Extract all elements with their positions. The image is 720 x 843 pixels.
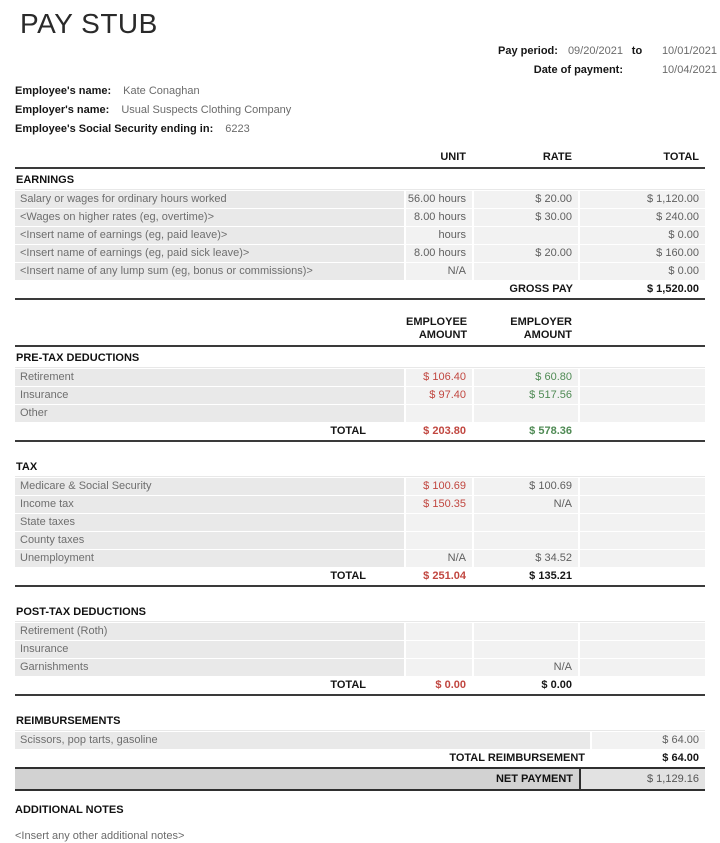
table-cell: Retirement (Roth) (15, 623, 404, 640)
pay-period-start: 09/20/2021 (567, 45, 623, 57)
spacer (580, 677, 705, 693)
table-cell: Other (15, 405, 404, 422)
earnings-rows (15, 191, 705, 280)
spacer (623, 61, 651, 80)
table-cell (580, 369, 705, 386)
pretax-total-label: TOTAL (15, 423, 404, 439)
table-cell: $ 20.00 (474, 191, 578, 208)
table-row (15, 405, 705, 422)
table-cell (406, 623, 472, 640)
spacer (15, 281, 404, 297)
gross-pay-value: $ 1,520.00 (580, 281, 705, 297)
tax-section-label: TAX (15, 458, 705, 477)
spacer (580, 316, 705, 342)
table-cell (406, 641, 472, 658)
employer-name-label: Employer's name: (15, 104, 110, 116)
divider (15, 167, 705, 169)
date-of-payment-value: 10/04/2021 (661, 64, 717, 76)
table-cell: Medicare & Social Security (15, 478, 404, 495)
reimbursements-table (15, 712, 705, 791)
column-header-text: EMPLOYEE AMOUNT (406, 316, 468, 341)
table-cell: County taxes (15, 532, 404, 549)
spacer (15, 151, 404, 164)
earnings-header-row (15, 151, 705, 167)
table-cell (580, 641, 705, 658)
table-cell: <Insert name of any lump sum (eg, bonus or commissions)> (15, 263, 404, 280)
table-cell (406, 514, 472, 531)
table-cell: $ 0.00 (580, 263, 705, 280)
employee-name-row (15, 82, 705, 101)
table-cell: $ 160.00 (580, 245, 705, 262)
table-cell (580, 550, 705, 567)
ssn-value: 6223 (225, 123, 250, 135)
spacer (580, 423, 705, 439)
pretax-total-employer: $ 578.36 (474, 423, 578, 439)
employee-name-label: Employee's name: (15, 85, 112, 97)
ssn-label: Employee's Social Security ending in: (15, 123, 214, 135)
date-of-payment-label: Date of payment: (533, 64, 623, 76)
table-row (15, 387, 705, 404)
divider (15, 298, 705, 300)
table-cell (406, 532, 472, 549)
table-cell: $ 60.80 (474, 369, 578, 386)
table-row (15, 478, 705, 495)
column-header-employer-amount (474, 316, 578, 342)
tax-rows (15, 478, 705, 567)
table-row (15, 659, 705, 676)
table-cell (474, 263, 578, 280)
employer-name-value: Usual Suspects Clothing Company (121, 104, 292, 116)
tax-total-employer: $ 135.21 (474, 568, 578, 584)
table-cell: Insurance (15, 387, 404, 404)
table-cell (580, 532, 705, 549)
reimbursements-rows (15, 732, 705, 749)
table-cell: $ 97.40 (406, 387, 472, 404)
divider (15, 585, 705, 587)
table-cell: Garnishments (15, 659, 404, 676)
pretax-section-label: PRE-TAX DEDUCTIONS (15, 349, 705, 368)
column-header-employee-amount (406, 316, 472, 342)
posttax-rows (15, 623, 705, 676)
pay-period-label: Pay period: (498, 45, 558, 57)
table-cell: State taxes (15, 514, 404, 531)
table-cell: <Wages on higher rates (eg, overtime)> (15, 209, 404, 226)
table-cell: $ 64.00 (592, 732, 705, 749)
table-cell: Salary or wages for ordinary hours worked (15, 191, 404, 208)
table-cell: Scissors, pop tarts, gasoline (15, 732, 590, 749)
table-cell: $ 240.00 (580, 209, 705, 226)
additional-notes-section (15, 803, 705, 843)
table-cell: 8.00 hours (406, 245, 472, 262)
table-row (15, 532, 705, 549)
employer-name-row (15, 101, 705, 120)
table-cell (580, 478, 705, 495)
table-cell (474, 514, 578, 531)
table-row (15, 514, 705, 531)
table-cell: hours (406, 227, 472, 244)
table-cell: $ 517.56 (474, 387, 578, 404)
posttax-total-row (15, 677, 705, 693)
total-reimbursement-label: TOTAL REIMBURSEMENT (15, 750, 590, 766)
table-row (15, 263, 705, 280)
table-cell (406, 659, 472, 676)
table-cell: N/A (406, 550, 472, 567)
table-cell: $ 20.00 (474, 245, 578, 262)
column-header-total: TOTAL (663, 151, 699, 163)
table-cell: $ 106.40 (406, 369, 472, 386)
additional-notes-text: <Insert any other additional notes> (15, 830, 185, 842)
table-cell: Insurance (15, 641, 404, 658)
table-row (15, 641, 705, 658)
net-payment-value: $ 1,129.16 (581, 769, 705, 789)
column-header-unit: UNIT (440, 151, 466, 163)
table-cell: $ 100.69 (474, 478, 578, 495)
table-cell (580, 514, 705, 531)
posttax-section-label: POST-TAX DEDUCTIONS (15, 603, 705, 622)
column-header-text: EMPLOYER AMOUNT (510, 316, 572, 341)
column-header-rate: RATE (542, 151, 572, 163)
net-payment-row (15, 767, 705, 791)
net-payment-label: NET PAYMENT (15, 769, 579, 789)
posttax-deductions-table (15, 603, 705, 696)
table-cell (474, 405, 578, 422)
table-cell: Unemployment (15, 550, 404, 567)
table-cell: Income tax (15, 496, 404, 513)
earnings-section-label: EARNINGS (15, 171, 705, 190)
table-cell (580, 659, 705, 676)
table-cell: $ 1,120.00 (580, 191, 705, 208)
total-reimbursement-row (15, 750, 705, 766)
table-row (15, 245, 705, 262)
to-label: to (631, 45, 643, 57)
employee-name-value: Kate Conaghan (123, 85, 200, 97)
pay-period-row (498, 42, 623, 61)
total-reimbursement-value: $ 64.00 (592, 750, 705, 766)
table-cell: <Insert name of earnings (eg, paid sick leave)> (15, 245, 404, 262)
pretax-rows (15, 369, 705, 422)
table-cell: $ 100.69 (406, 478, 472, 495)
table-row (15, 227, 705, 244)
posttax-total-employer: $ 0.00 (474, 677, 578, 693)
table-cell (580, 387, 705, 404)
table-cell: 8.00 hours (406, 209, 472, 226)
table-cell: N/A (474, 659, 578, 676)
tax-total-row (15, 568, 705, 584)
table-cell: N/A (474, 496, 578, 513)
spacer (406, 281, 472, 297)
tax-total-employee: $ 251.04 (406, 568, 472, 584)
table-cell (474, 227, 578, 244)
tax-table (15, 458, 705, 587)
pay-period-block (15, 42, 717, 80)
table-cell: <Insert name of earnings (eg, paid leave)> (15, 227, 404, 244)
table-row (15, 732, 705, 749)
table-cell (474, 623, 578, 640)
earnings-table (15, 151, 705, 300)
reimbursements-section-label: REIMBURSEMENTS (15, 712, 705, 731)
page-title: PAY STUB (20, 8, 158, 39)
divider (15, 440, 705, 442)
spacer (15, 316, 404, 342)
table-cell (580, 623, 705, 640)
additional-notes-label: ADDITIONAL NOTES (15, 804, 124, 816)
table-row (15, 369, 705, 386)
divider (15, 345, 705, 347)
table-cell: Retirement (15, 369, 404, 386)
table-cell (580, 496, 705, 513)
table-cell: $ 150.35 (406, 496, 472, 513)
table-row (15, 550, 705, 567)
table-row (15, 496, 705, 513)
table-cell (474, 532, 578, 549)
table-row (15, 209, 705, 226)
table-cell: $ 30.00 (474, 209, 578, 226)
table-cell: 56.00 hours (406, 191, 472, 208)
pretax-deductions-table (15, 316, 705, 442)
table-cell (406, 405, 472, 422)
table-cell: N/A (406, 263, 472, 280)
spacer (580, 568, 705, 584)
divider (15, 694, 705, 696)
gross-pay-row (15, 281, 705, 297)
pretax-total-employee: $ 203.80 (406, 423, 472, 439)
table-cell: $ 0.00 (580, 227, 705, 244)
table-cell: $ 34.52 (474, 550, 578, 567)
posttax-total-label: TOTAL (15, 677, 404, 693)
table-row (15, 191, 705, 208)
tax-total-label: TOTAL (15, 568, 404, 584)
table-cell (474, 641, 578, 658)
employee-info-block (15, 82, 705, 139)
table-row (15, 623, 705, 640)
amount-header-row (15, 316, 705, 345)
ssn-row (15, 120, 705, 139)
posttax-total-employee: $ 0.00 (406, 677, 472, 693)
table-cell (580, 405, 705, 422)
pretax-total-row (15, 423, 705, 439)
gross-pay-label: GROSS PAY (474, 281, 578, 297)
pay-period-end: 10/01/2021 (661, 45, 717, 57)
